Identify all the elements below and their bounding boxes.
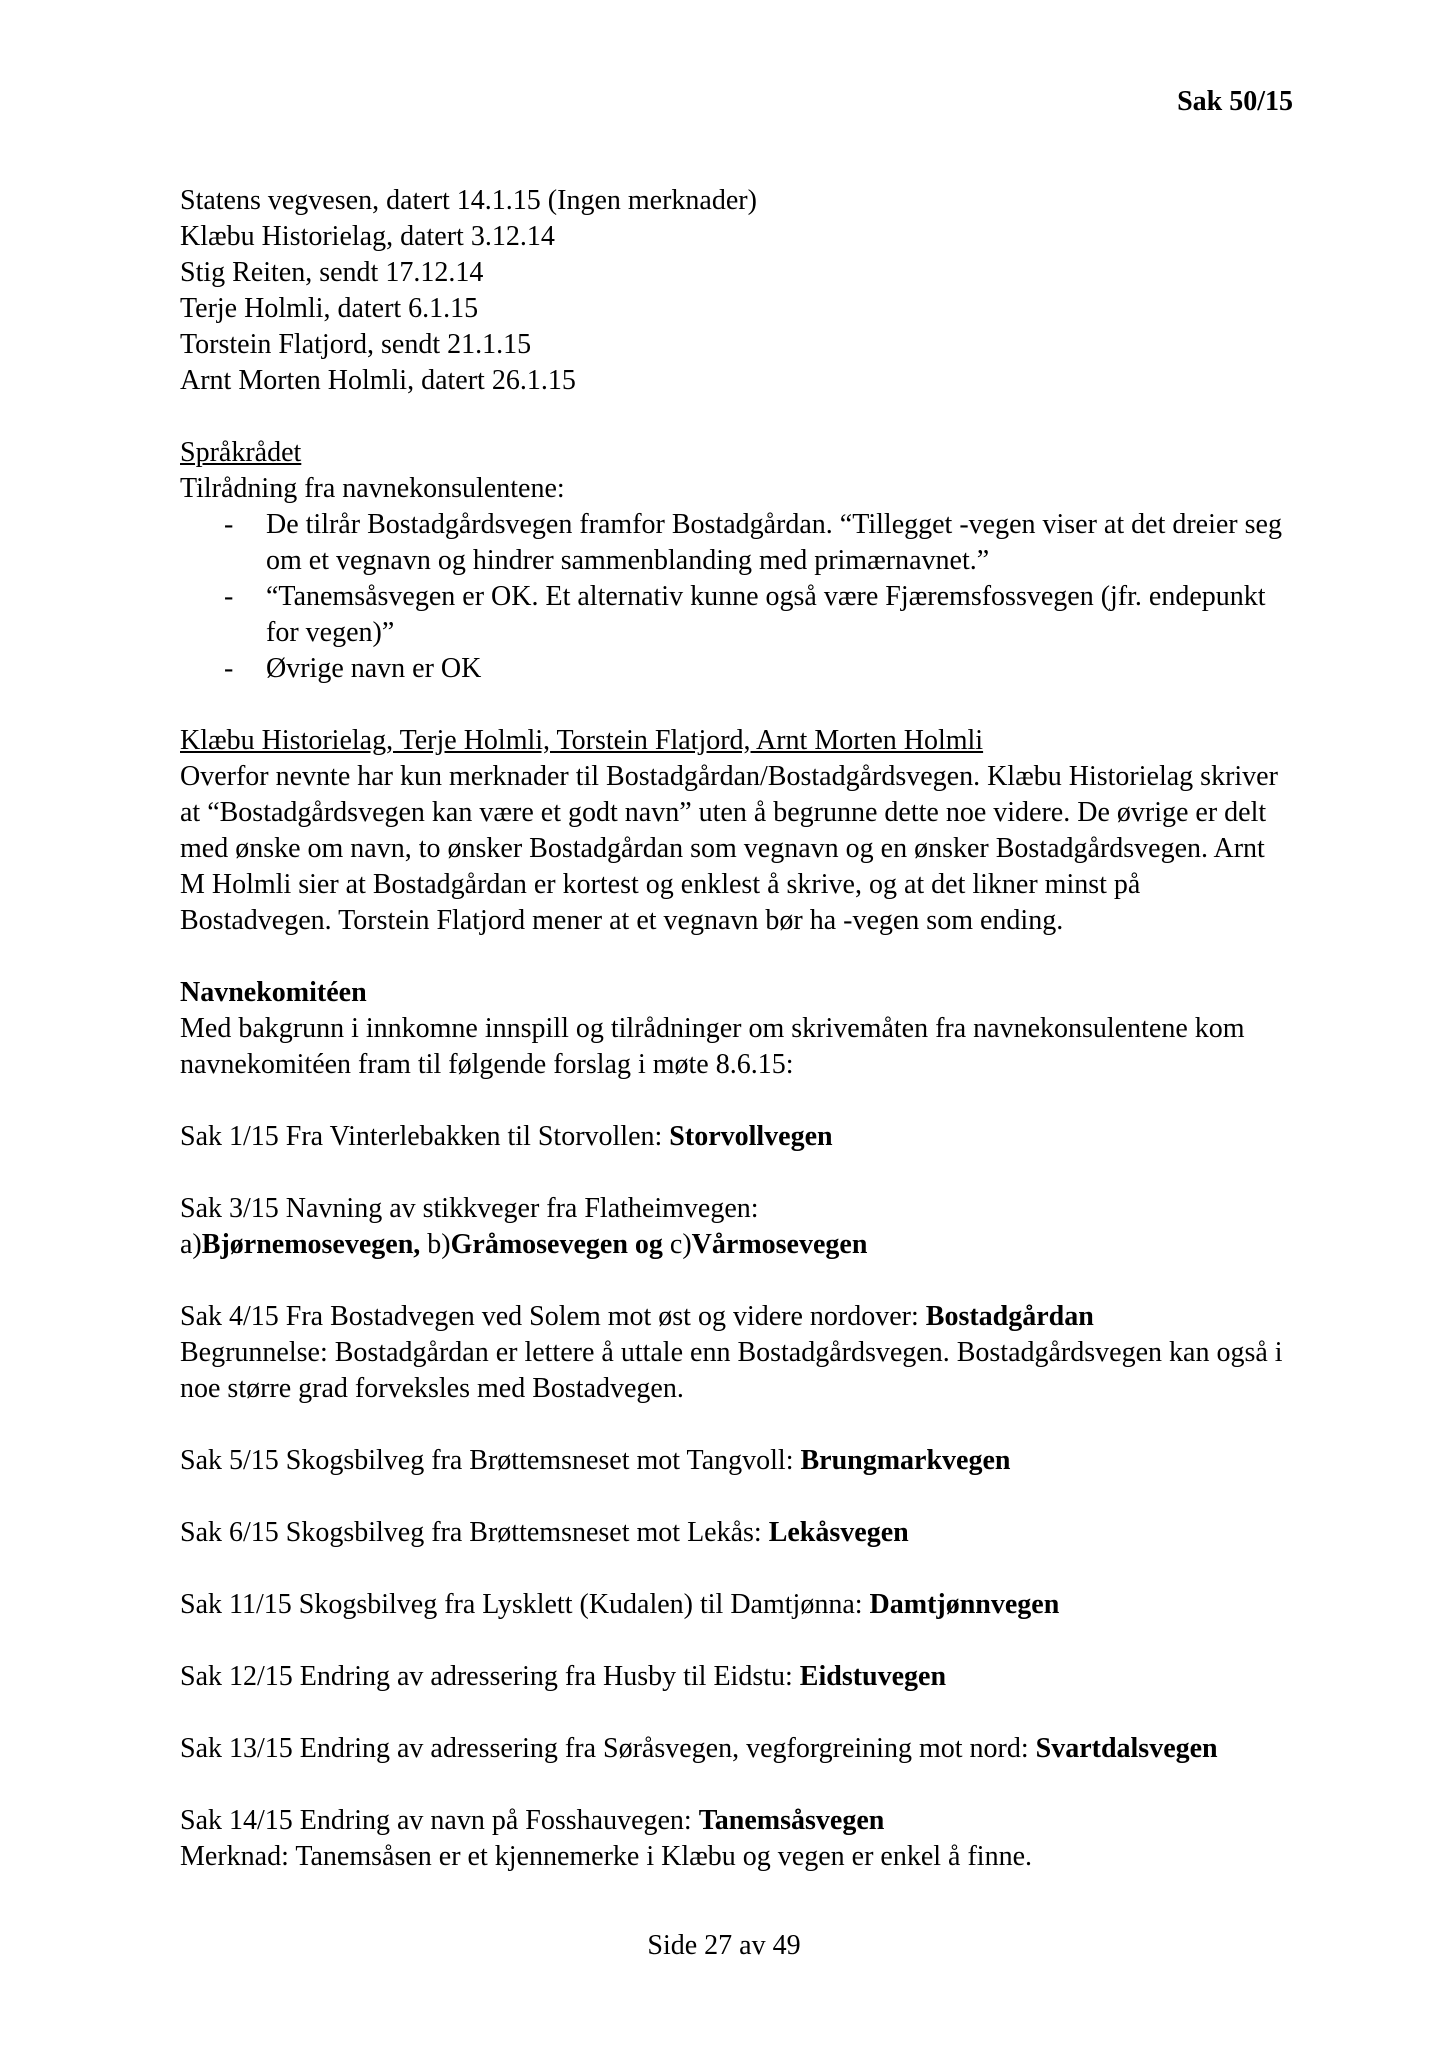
underlined-heading: Språkrådet (180, 437, 302, 468)
sak-entry (180, 1731, 1294, 1767)
text-line: Klæbu Historielag, datert 3.12.14 (180, 221, 555, 252)
list-item (180, 507, 1294, 579)
list-item-text: De tilrår Bostadgårdsvegen framfor Bostadgårdan. “Tillegget -vegen viser at det dreier seg om et vegnavn og hindrer sammenblanding med primærnavnet.” (266, 509, 1282, 576)
blank-line (180, 1695, 1294, 1731)
bold-text: Bjørnemosevegen, (201, 1229, 421, 1260)
sak-entry (180, 1587, 1294, 1623)
text-line: Merknad: Tanemsåsen er et kjennemerke i Klæbu og vegen er enkel å finne. (180, 1841, 1032, 1872)
regular-text: Sak 13/15 Endring av adressering fra Søråsvegen, vegforgreining mot nord: (180, 1733, 1036, 1764)
bold-text: Storvollvegen (669, 1121, 833, 1152)
text-line: Statens vegvesen, datert 14.1.15 (Ingen merknader) (180, 185, 757, 216)
regular-text: Sak 12/15 Endring av adressering fra Husby til Eidstu: (180, 1661, 800, 1692)
sak-entry (180, 1803, 1294, 1839)
bold-text: Svartdalsvegen (1035, 1733, 1218, 1764)
doc-reference: Sak 50/15 (1177, 86, 1293, 117)
text-line: Arnt Morten Holmli, datert 26.1.15 (180, 365, 576, 396)
list-item-text: “Tanemsåsvegen er OK. Et alternativ kunne også være Fjæremsfossvegen (jfr. endepunkt for vegen)” (266, 581, 1266, 648)
blank-line (180, 399, 1294, 435)
text-line: Terje Holmli, datert 6.1.15 (180, 293, 479, 324)
list-item (180, 651, 1294, 687)
regular-text: Sak 6/15 Skogsbilveg fra Brøttemsneset mot Lekås: (180, 1517, 769, 1548)
regular-text: Sak 5/15 Skogsbilveg fra Brøttemsneset mot Tangvoll: (180, 1445, 801, 1476)
blank-line (180, 939, 1294, 975)
dash-bullet: - (224, 509, 234, 540)
list-item (180, 579, 1294, 651)
blank-line (180, 1551, 1294, 1587)
bold-text: Brungmarkvegen (800, 1445, 1011, 1476)
regular-text: a) (180, 1229, 202, 1260)
bold-text: Damtjønnvegen (869, 1589, 1060, 1620)
sak-entry (180, 1299, 1294, 1335)
sak-entry: Sak 3/15 Navning av stikkveger fra Flatheimvegen: (180, 1193, 759, 1224)
underlined-heading: Klæbu Historielag, Terje Holmli, Torstein Flatjord, Arnt Morten Holmli (180, 725, 984, 756)
document-body (180, 183, 1294, 1875)
bold-text: Tanemsåsvegen (698, 1805, 885, 1836)
bold-text: Eidstuvegen (799, 1661, 947, 1692)
sak-entry (180, 1515, 1294, 1551)
dash-list (180, 507, 1294, 687)
bold-text: Lekåsvegen (768, 1517, 909, 1548)
list-item-text: Øvrige navn er OK (266, 653, 482, 684)
bold-text: Vårmosevegen (691, 1229, 868, 1260)
sak-entry (180, 1659, 1294, 1695)
text-line: Tilrådning fra navnekonsulentene: (180, 473, 565, 504)
blank-line (180, 687, 1294, 723)
blank-line (180, 1479, 1294, 1515)
regular-text: Sak 11/15 Skogsbilveg fra Lysklett (Kudalen) til Damtjønna: (180, 1589, 870, 1620)
paragraph: Begrunnelse: Bostadgårdan er lettere å uttale enn Bostadgårdsvegen. Bostadgårdsvegen kan også i noe større grad forveksles med Bostadvegen. (180, 1337, 1283, 1404)
blank-line (180, 1263, 1294, 1299)
regular-text: c) (662, 1229, 692, 1260)
blank-line (180, 1407, 1294, 1443)
dash-bullet: - (224, 653, 234, 684)
regular-text: b) (420, 1229, 451, 1260)
road-name-options (180, 1227, 1294, 1263)
regular-text: Sak 1/15 Fra Vinterlebakken til Storvollen: (180, 1121, 670, 1152)
sak-entry (180, 1443, 1294, 1479)
paragraph: Med bakgrunn i innkomne innspill og tilrådninger om skrivemåten fra navnekonsulentene kom navnekomitéen fram til følgende forslag i møte 8.6.15: (180, 1013, 1245, 1080)
sak-entry (180, 1119, 1294, 1155)
blank-line (180, 1767, 1294, 1803)
blank-line (180, 1155, 1294, 1191)
text-line: Stig Reiten, sendt 17.12.14 (180, 257, 484, 288)
bold-text: Gråmosevegen og (450, 1229, 663, 1260)
dash-bullet: - (224, 581, 234, 612)
page-footer: Side 27 av 49 (647, 1930, 801, 1961)
regular-text: Sak 4/15 Fra Bostadvegen ved Solem mot øst og videre nordover: (180, 1301, 926, 1332)
regular-text: Sak 14/15 Endring av navn på Fosshauvegen: (180, 1805, 699, 1836)
section-heading: Navnekomitéen (180, 977, 367, 1008)
blank-line (180, 1623, 1294, 1659)
bold-text: Bostadgårdan (925, 1301, 1094, 1332)
paragraph: Overfor nevnte har kun merknader til Bostadgårdan/Bostadgårdsvegen. Klæbu Historielag skriver at “Bostadgårdsvegen kan være et godt navn” uten å begrunne dette noe videre. De øvrige er delt med ønske om navn, to ønsker Bostadgårdan som vegnavn og en ønsker Bostadgårdsvegen. Arnt M Holmli sier at Bostadgårdan er kortest og enklest å skrive, og at det likner minst på Bostadvegen. Torstein Flatjord mener at et vegnavn bør ha -vegen som ending. (180, 761, 1278, 936)
text-line: Torstein Flatjord, sendt 21.1.15 (180, 329, 532, 360)
blank-line (180, 1083, 1294, 1119)
